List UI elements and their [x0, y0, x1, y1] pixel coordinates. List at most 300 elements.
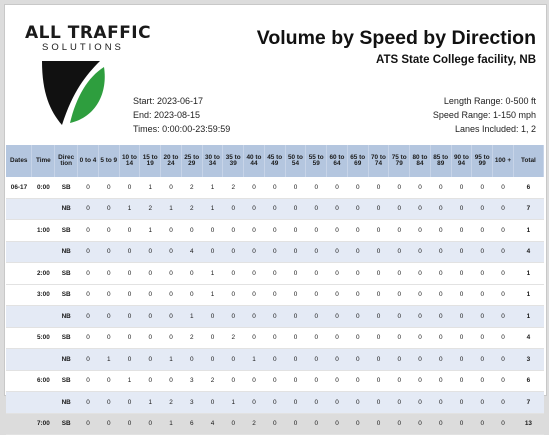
total-cell: 4 — [513, 241, 543, 263]
total-cell: 1 — [513, 306, 543, 328]
table-cell: 2 — [181, 177, 202, 198]
volume-speed-table — [6, 145, 544, 435]
table-cell: 0 — [430, 241, 451, 263]
time-cell: 3:00 — [32, 284, 55, 306]
table-cell: 0 — [389, 413, 410, 435]
table-cell: 0 — [451, 263, 472, 285]
table-cell: 0 — [451, 306, 472, 328]
direction-cell: SB — [55, 177, 78, 198]
table-cell: 0 — [306, 413, 327, 435]
table-cell: 1 — [202, 263, 223, 285]
column-header: Total — [513, 145, 543, 177]
column-header: 50 to 54 — [285, 145, 306, 177]
table-cell: 0 — [410, 263, 431, 285]
table-cell: 0 — [472, 263, 493, 285]
table-cell: 0 — [347, 306, 368, 328]
company-logo-name: ALL TRAFFIC — [25, 23, 152, 43]
table-cell: 0 — [244, 263, 265, 285]
table-cell: 0 — [223, 198, 244, 220]
column-header: 25 to 29 — [181, 145, 202, 177]
table-cell: 0 — [161, 263, 182, 285]
table-cell: 0 — [493, 198, 514, 220]
table-cell: 0 — [161, 370, 182, 392]
table-cell: 0 — [161, 177, 182, 198]
table-cell: 1 — [140, 220, 161, 242]
table-cell: 0 — [98, 284, 119, 306]
table-cell: 2 — [181, 198, 202, 220]
table-cell: 0 — [493, 413, 514, 435]
table-cell: 0 — [78, 198, 99, 220]
column-header: 55 to 59 — [306, 145, 327, 177]
table-cell: 0 — [472, 220, 493, 242]
date-cell — [6, 370, 32, 392]
direction-cell: NB — [55, 306, 78, 328]
table-cell: 4 — [181, 241, 202, 263]
table-row — [6, 370, 544, 392]
total-cell: 3 — [513, 349, 543, 371]
direction-cell: SB — [55, 284, 78, 306]
table-cell: 0 — [306, 370, 327, 392]
table-cell: 0 — [493, 392, 514, 414]
table-cell: 0 — [306, 220, 327, 242]
table-cell: 0 — [285, 306, 306, 328]
total-cell: 1 — [513, 263, 543, 285]
table-cell: 0 — [98, 392, 119, 414]
table-cell: 0 — [78, 220, 99, 242]
table-cell: 0 — [368, 177, 389, 198]
table-cell: 0 — [264, 198, 285, 220]
time-cell — [32, 349, 55, 371]
table-cell: 0 — [119, 263, 140, 285]
table-cell: 0 — [306, 177, 327, 198]
table-cell: 0 — [493, 349, 514, 371]
column-header: 15 to 19 — [140, 145, 161, 177]
table-row — [6, 392, 544, 414]
table-cell: 0 — [451, 198, 472, 220]
total-cell: 7 — [513, 198, 543, 220]
table-cell: 0 — [451, 284, 472, 306]
table-cell: 0 — [410, 177, 431, 198]
table-cell: 1 — [202, 284, 223, 306]
table-cell: 0 — [98, 306, 119, 328]
table-cell: 0 — [98, 241, 119, 263]
table-cell: 0 — [493, 241, 514, 263]
table-cell: 0 — [389, 370, 410, 392]
column-header: 80 to 84 — [410, 145, 431, 177]
total-cell: 13 — [513, 413, 543, 435]
table-cell: 0 — [368, 220, 389, 242]
table-cell: 2 — [140, 198, 161, 220]
direction-cell: NB — [55, 392, 78, 414]
time-cell: 0:00 — [32, 177, 55, 198]
table-cell: 0 — [368, 241, 389, 263]
table-cell: 0 — [140, 349, 161, 371]
table-cell: 0 — [285, 370, 306, 392]
column-header: 60 to 64 — [327, 145, 348, 177]
column-header: 85 to 89 — [430, 145, 451, 177]
table-cell: 0 — [306, 349, 327, 371]
table-cell: 0 — [327, 370, 348, 392]
table-cell: 0 — [327, 306, 348, 328]
table-cell: 0 — [78, 370, 99, 392]
column-header: 90 to 94 — [451, 145, 472, 177]
table-cell: 0 — [264, 349, 285, 371]
table-cell: 0 — [327, 349, 348, 371]
table-cell: 0 — [264, 392, 285, 414]
table-cell: 0 — [430, 177, 451, 198]
table-cell: 0 — [98, 413, 119, 435]
time-cell — [32, 392, 55, 414]
total-cell: 1 — [513, 284, 543, 306]
table-cell: 0 — [181, 284, 202, 306]
table-cell: 0 — [389, 241, 410, 263]
end-date: End: 2023-08-15 — [133, 110, 201, 120]
table-cell: 0 — [472, 413, 493, 435]
table-cell: 0 — [244, 177, 265, 198]
column-header: Direc tion — [55, 145, 78, 177]
time-range: Times: 0:00:00-23:59:59 — [133, 124, 231, 134]
table-cell: 0 — [410, 284, 431, 306]
date-cell — [6, 263, 32, 285]
time-cell: 7:00 — [32, 413, 55, 435]
table-cell: 0 — [410, 413, 431, 435]
table-cell: 1 — [202, 177, 223, 198]
table-cell: 0 — [327, 198, 348, 220]
column-header: 40 to 44 — [244, 145, 265, 177]
table-cell: 0 — [410, 349, 431, 371]
table-cell: 0 — [472, 241, 493, 263]
total-cell: 7 — [513, 392, 543, 414]
table-cell: 0 — [347, 198, 368, 220]
table-cell: 0 — [430, 284, 451, 306]
table-cell: 0 — [285, 392, 306, 414]
table-cell: 0 — [451, 177, 472, 198]
speed-range: Speed Range: 1-150 mph — [432, 110, 536, 120]
table-cell: 0 — [78, 241, 99, 263]
table-cell: 0 — [347, 413, 368, 435]
table-cell: 0 — [78, 413, 99, 435]
table-cell: 0 — [368, 349, 389, 371]
table-cell: 6 — [181, 413, 202, 435]
table-cell: 2 — [161, 392, 182, 414]
table-cell: 0 — [119, 327, 140, 349]
total-cell: 4 — [513, 327, 543, 349]
table-cell: 0 — [389, 392, 410, 414]
table-cell: 0 — [285, 284, 306, 306]
table-cell: 1 — [140, 177, 161, 198]
table-cell: 0 — [78, 177, 99, 198]
table-cell: 0 — [223, 263, 244, 285]
table-cell: 2 — [223, 177, 244, 198]
table-cell: 0 — [264, 263, 285, 285]
table-cell: 0 — [451, 241, 472, 263]
time-cell — [32, 306, 55, 328]
date-cell — [6, 327, 32, 349]
date-cell — [6, 198, 32, 220]
table-cell: 0 — [327, 220, 348, 242]
time-cell: 1:00 — [32, 220, 55, 242]
table-cell: 0 — [140, 370, 161, 392]
direction-cell: NB — [55, 349, 78, 371]
table-cell: 0 — [430, 413, 451, 435]
table-cell: 1 — [98, 349, 119, 371]
company-logo-subtitle: SOLUTIONS — [42, 42, 124, 53]
table-cell: 0 — [410, 392, 431, 414]
table-cell: 0 — [347, 177, 368, 198]
table-cell: 0 — [285, 327, 306, 349]
table-cell: 0 — [140, 263, 161, 285]
table-cell: 0 — [98, 327, 119, 349]
direction-cell: NB — [55, 241, 78, 263]
table-cell: 0 — [327, 241, 348, 263]
table-row — [6, 198, 544, 220]
table-cell: 0 — [285, 349, 306, 371]
time-cell — [32, 198, 55, 220]
table-cell: 0 — [493, 177, 514, 198]
table-cell: 0 — [161, 306, 182, 328]
table-row — [6, 177, 544, 198]
table-cell: 0 — [493, 284, 514, 306]
table-cell: 0 — [264, 220, 285, 242]
table-cell: 0 — [202, 327, 223, 349]
table-cell: 0 — [119, 413, 140, 435]
table-cell: 0 — [306, 327, 327, 349]
table-cell: 1 — [223, 392, 244, 414]
table-row — [6, 263, 544, 285]
length-range: Length Range: 0-500 ft — [443, 96, 536, 106]
table-cell: 0 — [430, 370, 451, 392]
table-cell: 0 — [98, 198, 119, 220]
table-cell: 1 — [161, 413, 182, 435]
table-row — [6, 220, 544, 242]
table-cell: 0 — [327, 263, 348, 285]
table-cell: 0 — [410, 220, 431, 242]
table-cell: 0 — [472, 177, 493, 198]
table-cell: 0 — [327, 413, 348, 435]
table-cell: 0 — [202, 392, 223, 414]
leaf-logo-icon — [40, 59, 108, 129]
table-cell: 0 — [306, 284, 327, 306]
table-cell: 0 — [202, 241, 223, 263]
table-cell: 0 — [451, 413, 472, 435]
table-cell: 2 — [181, 327, 202, 349]
table-row — [6, 349, 544, 371]
table-cell: 0 — [389, 198, 410, 220]
report-filter-info — [433, 94, 536, 136]
table-cell: 0 — [389, 349, 410, 371]
table-cell: 0 — [285, 263, 306, 285]
column-header: 65 to 69 — [347, 145, 368, 177]
table-cell: 0 — [244, 392, 265, 414]
column-header: 20 to 24 — [161, 145, 182, 177]
column-header: Time — [32, 145, 55, 177]
table-cell: 0 — [410, 198, 431, 220]
table-cell: 0 — [368, 263, 389, 285]
time-cell: 6:00 — [32, 370, 55, 392]
total-cell: 6 — [513, 177, 543, 198]
table-cell: 0 — [244, 220, 265, 242]
table-body — [6, 177, 544, 435]
table-row — [6, 284, 544, 306]
table-cell: 0 — [389, 284, 410, 306]
table-cell: 0 — [223, 284, 244, 306]
table-cell: 0 — [327, 284, 348, 306]
table-cell: 0 — [119, 220, 140, 242]
table-cell: 0 — [98, 220, 119, 242]
table-cell: 0 — [347, 349, 368, 371]
table-cell: 0 — [347, 220, 368, 242]
table-cell: 0 — [347, 284, 368, 306]
table-cell: 0 — [306, 306, 327, 328]
table-cell: 0 — [78, 349, 99, 371]
table-cell: 0 — [493, 327, 514, 349]
table-cell: 0 — [368, 327, 389, 349]
table-cell: 0 — [78, 306, 99, 328]
table-cell: 0 — [119, 177, 140, 198]
date-cell — [6, 306, 32, 328]
date-cell — [6, 392, 32, 414]
table-cell: 0 — [244, 284, 265, 306]
table-cell: 0 — [472, 349, 493, 371]
column-header: 10 to 14 — [119, 145, 140, 177]
table-cell: 0 — [306, 263, 327, 285]
total-cell: 1 — [513, 220, 543, 242]
table-cell: 0 — [430, 220, 451, 242]
table-cell: 0 — [264, 284, 285, 306]
table-cell: 1 — [140, 392, 161, 414]
table-cell: 0 — [98, 263, 119, 285]
table-row — [6, 327, 544, 349]
date-cell — [6, 349, 32, 371]
table-cell: 0 — [244, 241, 265, 263]
date-cell: 06-17 — [6, 177, 32, 198]
table-cell: 0 — [264, 370, 285, 392]
table-cell: 1 — [161, 349, 182, 371]
date-cell — [6, 241, 32, 263]
column-header: 30 to 34 — [202, 145, 223, 177]
column-header: 45 to 49 — [264, 145, 285, 177]
table-cell: 0 — [181, 220, 202, 242]
table-cell: 1 — [119, 198, 140, 220]
table-cell: 0 — [202, 349, 223, 371]
table-cell: 0 — [430, 327, 451, 349]
table-cell: 0 — [389, 263, 410, 285]
table-cell: 1 — [181, 306, 202, 328]
table-cell: 1 — [244, 349, 265, 371]
table-cell: 0 — [161, 241, 182, 263]
table-cell: 0 — [451, 370, 472, 392]
column-header: 75 to 79 — [389, 145, 410, 177]
table-cell: 0 — [119, 392, 140, 414]
table-cell: 0 — [430, 392, 451, 414]
table-cell: 0 — [472, 306, 493, 328]
table-cell: 0 — [78, 263, 99, 285]
table-cell: 0 — [244, 306, 265, 328]
table-cell: 0 — [493, 370, 514, 392]
time-cell — [32, 241, 55, 263]
table-cell: 0 — [119, 284, 140, 306]
table-cell: 0 — [98, 370, 119, 392]
table-cell: 0 — [78, 284, 99, 306]
report-date-info — [133, 94, 230, 136]
table-row — [6, 413, 544, 435]
table-cell: 0 — [430, 198, 451, 220]
column-header: 35 to 39 — [223, 145, 244, 177]
table-cell: 0 — [347, 241, 368, 263]
table-cell: 0 — [223, 349, 244, 371]
table-cell: 0 — [389, 220, 410, 242]
table-cell: 2 — [223, 327, 244, 349]
table-cell: 0 — [161, 284, 182, 306]
table-cell: 3 — [181, 392, 202, 414]
table-row — [6, 241, 544, 263]
table-cell: 0 — [368, 198, 389, 220]
table-cell: 0 — [347, 263, 368, 285]
table-cell: 0 — [472, 198, 493, 220]
table-cell: 0 — [285, 413, 306, 435]
table-cell: 0 — [223, 306, 244, 328]
table-cell: 0 — [347, 370, 368, 392]
table-cell: 3 — [181, 370, 202, 392]
table-cell: 0 — [327, 177, 348, 198]
column-header: 100 + — [493, 145, 514, 177]
table-cell: 0 — [244, 370, 265, 392]
table-cell: 0 — [368, 284, 389, 306]
table-cell: 0 — [285, 220, 306, 242]
table-cell: 0 — [451, 349, 472, 371]
start-date: Start: 2023-06-17 — [133, 96, 204, 106]
table-header-row — [6, 145, 544, 177]
table-cell: 0 — [244, 327, 265, 349]
table-cell: 0 — [306, 392, 327, 414]
column-header: 5 to 9 — [98, 145, 119, 177]
table-cell: 0 — [244, 198, 265, 220]
table-cell: 1 — [119, 370, 140, 392]
table-cell: 0 — [430, 306, 451, 328]
table-cell: 0 — [202, 306, 223, 328]
column-header: 95 to 99 — [472, 145, 493, 177]
table-cell: 0 — [181, 263, 202, 285]
table-cell: 0 — [140, 284, 161, 306]
table-cell: 0 — [202, 220, 223, 242]
table-cell: 0 — [161, 327, 182, 349]
table-cell: 0 — [119, 349, 140, 371]
table-cell: 0 — [389, 177, 410, 198]
table-row — [6, 306, 544, 328]
column-header: Dates — [6, 145, 32, 177]
table-cell: 0 — [306, 198, 327, 220]
date-cell — [6, 284, 32, 306]
table-cell: 0 — [493, 220, 514, 242]
table-cell: 0 — [430, 263, 451, 285]
table-cell: 0 — [472, 392, 493, 414]
table-cell: 0 — [306, 241, 327, 263]
table-cell: 0 — [451, 327, 472, 349]
table-cell: 0 — [368, 392, 389, 414]
table-cell: 0 — [264, 413, 285, 435]
table-cell: 0 — [472, 327, 493, 349]
time-cell: 2:00 — [32, 263, 55, 285]
table-cell: 0 — [410, 327, 431, 349]
table-cell: 0 — [140, 327, 161, 349]
table-cell: 0 — [161, 220, 182, 242]
table-cell: 0 — [327, 392, 348, 414]
table-cell: 0 — [264, 177, 285, 198]
direction-cell: SB — [55, 413, 78, 435]
table-cell: 0 — [285, 241, 306, 263]
table-cell: 0 — [493, 263, 514, 285]
direction-cell: SB — [55, 263, 78, 285]
